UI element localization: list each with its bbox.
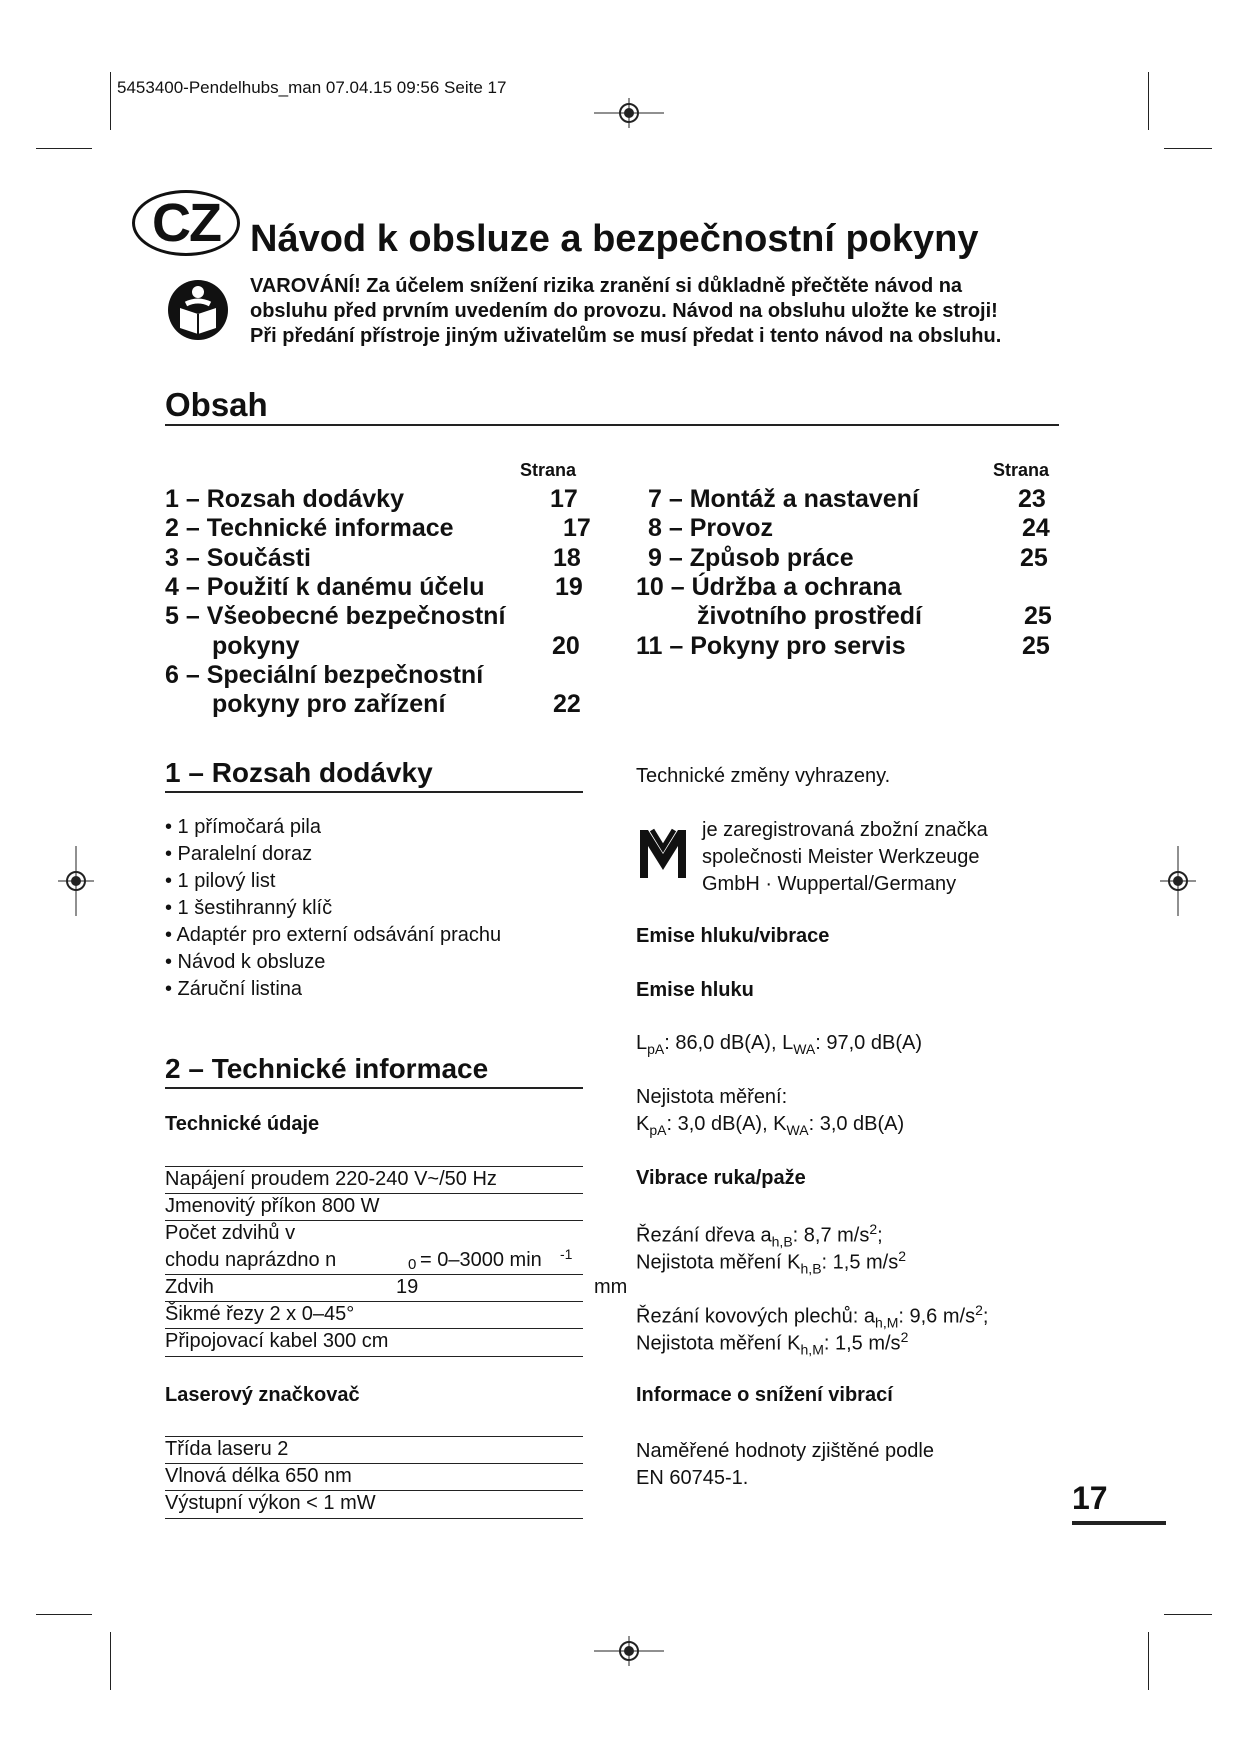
table-rule — [165, 1274, 583, 1275]
language-badge: CZ — [132, 190, 240, 256]
section-heading: 2 – Technické informace — [165, 1053, 489, 1084]
toc-page: 24 — [1022, 514, 1050, 542]
table-rule — [165, 1166, 583, 1167]
table-rule — [165, 1356, 583, 1357]
subsection-heading: Technické údaje — [165, 1113, 320, 1135]
subsection-heading: Emise hluku — [636, 979, 754, 1001]
toc-page: 17 — [550, 485, 578, 513]
registration-mark-icon — [1160, 846, 1196, 916]
subscript: WA — [786, 1122, 809, 1138]
label: Řezání kovových plechů: a — [636, 1305, 876, 1328]
subsection-heading: Laserový značkovač — [165, 1384, 360, 1406]
spec-row: Šikmé řezy 2 x 0–45° — [165, 1303, 355, 1325]
spec-row: Napájení proudem 220-240 V~/50 Hz — [165, 1168, 497, 1190]
noise-values — [636, 1032, 922, 1057]
toc-entry[interactable]: 3 – Součásti — [165, 544, 311, 572]
list-item: • Návod k obsluze — [165, 951, 326, 973]
reduction-text — [636, 1438, 934, 1492]
list-item: • 1 přímočará pila — [165, 816, 321, 838]
spec-row: Jmenovitý příkon 800 W — [165, 1195, 380, 1217]
spec-row: Počet zdvihů v — [165, 1222, 296, 1244]
warning-line: obsluhu před prvním uvedením do provozu. Návod na obsluhu uložte ke stroji! — [250, 300, 998, 322]
subscript: h,B — [771, 1233, 793, 1250]
superscript: 2 — [898, 1248, 907, 1264]
toc-entry[interactable]: 5 – Všeobecné bezpečnostní — [165, 602, 506, 630]
subscript: pA — [649, 1122, 667, 1138]
crop-mark — [36, 1614, 92, 1615]
crop-mark — [1148, 72, 1149, 130]
table-rule — [165, 1436, 583, 1437]
toc-entry[interactable]: 9 – Způsob práce — [648, 544, 854, 572]
spec-row: Výstupní výkon < 1 mW — [165, 1492, 376, 1514]
toc-page: 18 — [553, 544, 581, 572]
superscript: 2 — [975, 1302, 983, 1318]
toc-entry[interactable]: pokyny pro zařízení — [212, 690, 446, 718]
toc-page: 25 — [1024, 602, 1052, 630]
toc-page: 25 — [1020, 544, 1048, 572]
table-rule — [165, 1328, 583, 1329]
subscript: WA — [793, 1041, 816, 1057]
list-item: • Paralelní doraz — [165, 843, 313, 865]
superscript: 2 — [900, 1329, 909, 1345]
page-number: 17 — [1072, 1480, 1108, 1516]
value: : 1,5 m/s — [821, 1251, 899, 1274]
trademark-text — [702, 817, 988, 898]
value: : 3,0 dB(A) — [808, 1113, 905, 1135]
label: Nejistota měření K — [636, 1332, 801, 1355]
value: ; — [982, 1305, 989, 1328]
table-rule — [165, 1490, 583, 1491]
value: : 97,0 dB(A) — [815, 1032, 922, 1054]
crop-mark — [1148, 1632, 1149, 1690]
label: Nejistota měření K — [636, 1251, 801, 1274]
meister-logo-icon — [636, 824, 690, 882]
table-rule — [165, 1518, 583, 1519]
trademark-line: GmbH · Wuppertal/Germany — [702, 873, 957, 895]
subscript: h,B — [800, 1260, 822, 1277]
list-item: • Adaptér pro externí odsávání prachu — [165, 924, 502, 946]
spec-row: chodu naprázdno n — [165, 1249, 337, 1271]
delivery-list — [165, 816, 501, 1005]
symbol: L — [636, 1032, 648, 1054]
vibration-wood — [636, 1221, 883, 1250]
uncertainty-values — [636, 1113, 904, 1138]
page-title: Návod k obsluze a bezpečnostní pokyny — [250, 218, 979, 260]
warning-line: Při předání přístroje jiným uživatelům se musí předat i tento návod na obsluhu. — [250, 325, 1002, 347]
spec-value: = 0–3000 min — [420, 1249, 542, 1271]
spec-value: 19 — [396, 1276, 419, 1298]
divider — [165, 424, 1059, 426]
toc-entry[interactable]: pokyny — [212, 632, 300, 660]
crop-mark — [36, 148, 92, 149]
uncertainty-label: Nejistota měření: — [636, 1086, 788, 1108]
table-rule — [165, 1220, 583, 1221]
spec-row: Připojovací kabel 300 cm — [165, 1330, 389, 1352]
toc-entry[interactable]: 6 – Speciální bezpečnostní — [165, 661, 484, 689]
subscript: pA — [647, 1041, 665, 1057]
toc-entry[interactable]: 11 – Pokyny pro servis — [636, 632, 906, 660]
section-heading: 1 – Rozsah dodávky — [165, 757, 433, 788]
divider — [165, 791, 583, 793]
value: : 8,7 m/s — [792, 1224, 870, 1247]
vibration-wood-uncertainty — [636, 1248, 906, 1277]
technical-changes-note: Technické změny vyhrazeny. — [636, 765, 891, 787]
toc-page: 23 — [1018, 485, 1046, 513]
symbol: K — [636, 1113, 650, 1135]
read-manual-icon — [166, 278, 230, 342]
spec-unit: mm — [594, 1276, 628, 1298]
trademark-line: společnosti Meister Werkzeuge — [702, 846, 980, 868]
spec-value: 0 — [408, 1256, 417, 1273]
crop-mark — [110, 72, 111, 130]
toc-entry[interactable]: 8 – Provoz — [648, 514, 774, 542]
list-item: • 1 pilový list — [165, 870, 276, 892]
crop-mark — [1164, 148, 1212, 149]
toc-page: 25 — [1022, 632, 1050, 660]
toc-entry[interactable]: životního prostředí — [697, 602, 922, 630]
value: : 3,0 dB(A), K — [666, 1113, 787, 1135]
toc-page: 17 — [563, 514, 591, 542]
registration-mark-icon — [58, 846, 94, 916]
table-rule — [165, 1301, 583, 1302]
value: : 1,5 m/s — [823, 1332, 901, 1355]
subsection-heading: Informace o snížení vibrací — [636, 1384, 893, 1406]
subscript: h,M — [800, 1341, 824, 1358]
vibration-metal-uncertainty — [636, 1329, 908, 1358]
warning-text — [250, 274, 1001, 349]
divider — [165, 1087, 583, 1089]
page-column-label: Strana — [520, 460, 577, 480]
subsection-heading: Emise hluku/vibrace — [636, 925, 830, 947]
page-number-rule — [1072, 1521, 1166, 1525]
warning-line: VAROVÁNÍ! Za účelem snížení rizika zranění si důkladně přečtěte návod na — [250, 275, 963, 297]
value: : 86,0 dB(A), L — [664, 1032, 794, 1054]
toc-entry[interactable]: 2 – Technické informace — [165, 514, 454, 542]
spec-row: Třída laseru 2 — [165, 1438, 289, 1460]
registration-mark-icon — [594, 98, 664, 128]
trademark-line: je zaregistrovaná zbožní značka — [702, 819, 988, 841]
toc-entry[interactable]: 10 – Údržba a ochrana — [636, 573, 902, 601]
subsection-heading: Vibrace ruka/paže — [636, 1167, 806, 1189]
toc-entry[interactable]: 7 – Montáž a nastavení — [648, 485, 919, 513]
crop-mark — [1164, 1614, 1212, 1615]
toc-page: 19 — [555, 573, 583, 601]
vibration-metal — [636, 1302, 988, 1331]
contents-heading: Obsah — [165, 386, 268, 423]
registration-mark-icon — [594, 1636, 664, 1666]
table-rule — [165, 1193, 583, 1194]
toc-entry[interactable]: 1 – Rozsah dodávky — [165, 485, 404, 513]
list-item: • 1 šestihranný klíč — [165, 897, 333, 919]
value: : 9,6 m/s — [898, 1305, 976, 1328]
value: ; — [877, 1224, 883, 1247]
table-rule — [165, 1463, 583, 1464]
spec-row: Zdvih — [165, 1276, 214, 1298]
list-item: • Záruční listina — [165, 978, 303, 1000]
print-header: 5453400-Pendelhubs_man 07.04.15 09:56 Seite 17 — [117, 78, 507, 97]
spec-value: -1 — [560, 1246, 573, 1262]
text-line: Naměřené hodnoty zjištěné podle — [636, 1440, 934, 1462]
toc-page: 20 — [552, 632, 580, 660]
toc-page: 22 — [553, 690, 581, 718]
crop-mark — [110, 1632, 111, 1690]
superscript: 2 — [869, 1221, 878, 1237]
page-column-label: Strana — [993, 460, 1050, 480]
toc-entry[interactable]: 4 – Použití k danému účelu — [165, 573, 485, 601]
text-line: EN 60745-1. — [636, 1467, 749, 1489]
subscript: h,M — [875, 1314, 899, 1331]
label: Řezání dřeva a — [636, 1224, 772, 1247]
spec-row: Vlnová délka 650 nm — [165, 1465, 352, 1487]
